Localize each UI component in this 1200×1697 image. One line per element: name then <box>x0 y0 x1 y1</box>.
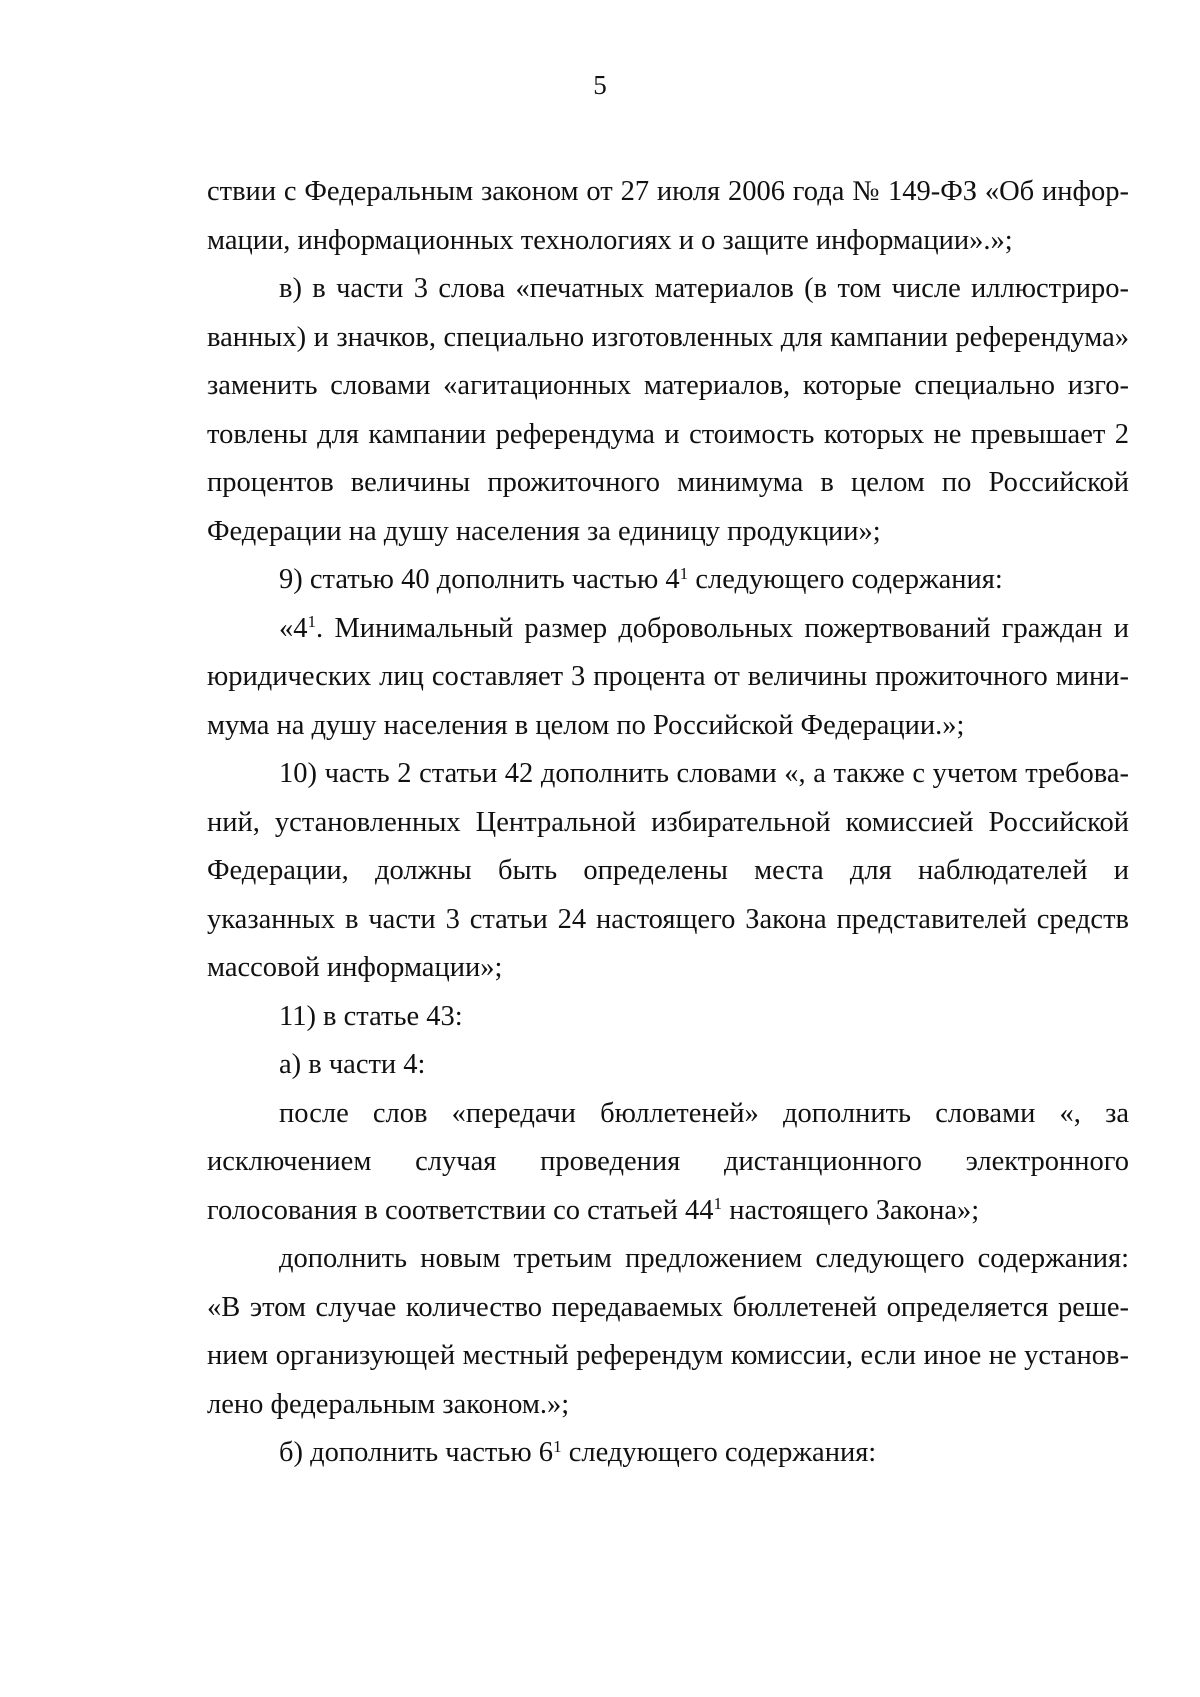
paragraph-text: «4 <box>279 612 308 644</box>
superscript: 1 <box>713 1194 723 1214</box>
paragraph-p10 <box>207 1429 1129 1478</box>
paragraph-text: 9) статью 40 дополнить частью 4 <box>279 564 680 595</box>
superscript: 1 <box>679 563 689 583</box>
paragraph-text: б) дополнить частью 6 <box>279 1437 554 1468</box>
paragraph-p3 <box>207 556 1129 605</box>
paragraph-p9 <box>207 1235 1129 1429</box>
paragraph-text: а) в части 4: <box>279 1049 426 1080</box>
document-body <box>207 168 1129 1478</box>
superscript: 1 <box>307 612 317 632</box>
paragraph-text: дополнить новым третьим предложением следующего содержания: «В этом случае количество передаваемых бюллетеней определяется решением организующей местный референдум комиссии, если иное не установлено федеральным законом.»; <box>207 1243 1129 1420</box>
paragraph-text: 10) часть 2 статьи 42 дополнить словами «, а также с учетом требований, установленных Центральной избирательной комиссией Российской Федерации, должны быть определены места для наблюдателей и указанных в части 3 статьи 24 настоящего Закона представителей средств массовой информации»; <box>207 758 1129 983</box>
paragraph-text: следующего содержания: <box>561 1437 877 1468</box>
paragraph-text: . Минимальный размер добровольных пожертвований граждан и юридических лиц составляет 3 процента от величины прожиточного минимума на душу населения в целом по Российской Федерации.»; <box>207 612 1129 741</box>
paragraph-p6 <box>207 993 1129 1042</box>
paragraph-text: после слов «передачи бюллетеней» дополнить словами «, за исключением случая проведения дистанционного электронного голосования в соответствии со статьей 44 <box>207 1097 1129 1226</box>
paragraph-p4 <box>207 605 1129 751</box>
page-number: 5 <box>593 70 607 100</box>
paragraph-p7 <box>207 1041 1129 1090</box>
paragraph-text: 11) в статье 43: <box>279 1000 463 1032</box>
paragraph-p8 <box>207 1090 1129 1236</box>
superscript: 1 <box>553 1436 562 1456</box>
paragraph-p2 <box>207 265 1129 556</box>
paragraph-text: следующего содержания: <box>688 564 1003 595</box>
paragraph-text: в) в части 3 слова «печатных материалов (в том числе иллюстрированных) и значков, специально изготовленных для кампании референдума» заменить словами «агитационных материалов, которые специально изготовлены для кампании референдума и стоимость которых не превышает 2 процентов величины прожиточного минимума в целом по Российской Федерации на душу населения за единицу продукции»; <box>207 273 1129 547</box>
paragraph-p5 <box>207 750 1129 993</box>
paragraph-text: настоящего Закона»; <box>722 1194 980 1226</box>
paragraph-text: ствии с Федеральным законом от 27 июля 2006 года № 149-ФЗ «Об информации, информационных технологиях и о защите информации».»; <box>207 176 1129 256</box>
paragraph-p1 <box>207 168 1129 265</box>
